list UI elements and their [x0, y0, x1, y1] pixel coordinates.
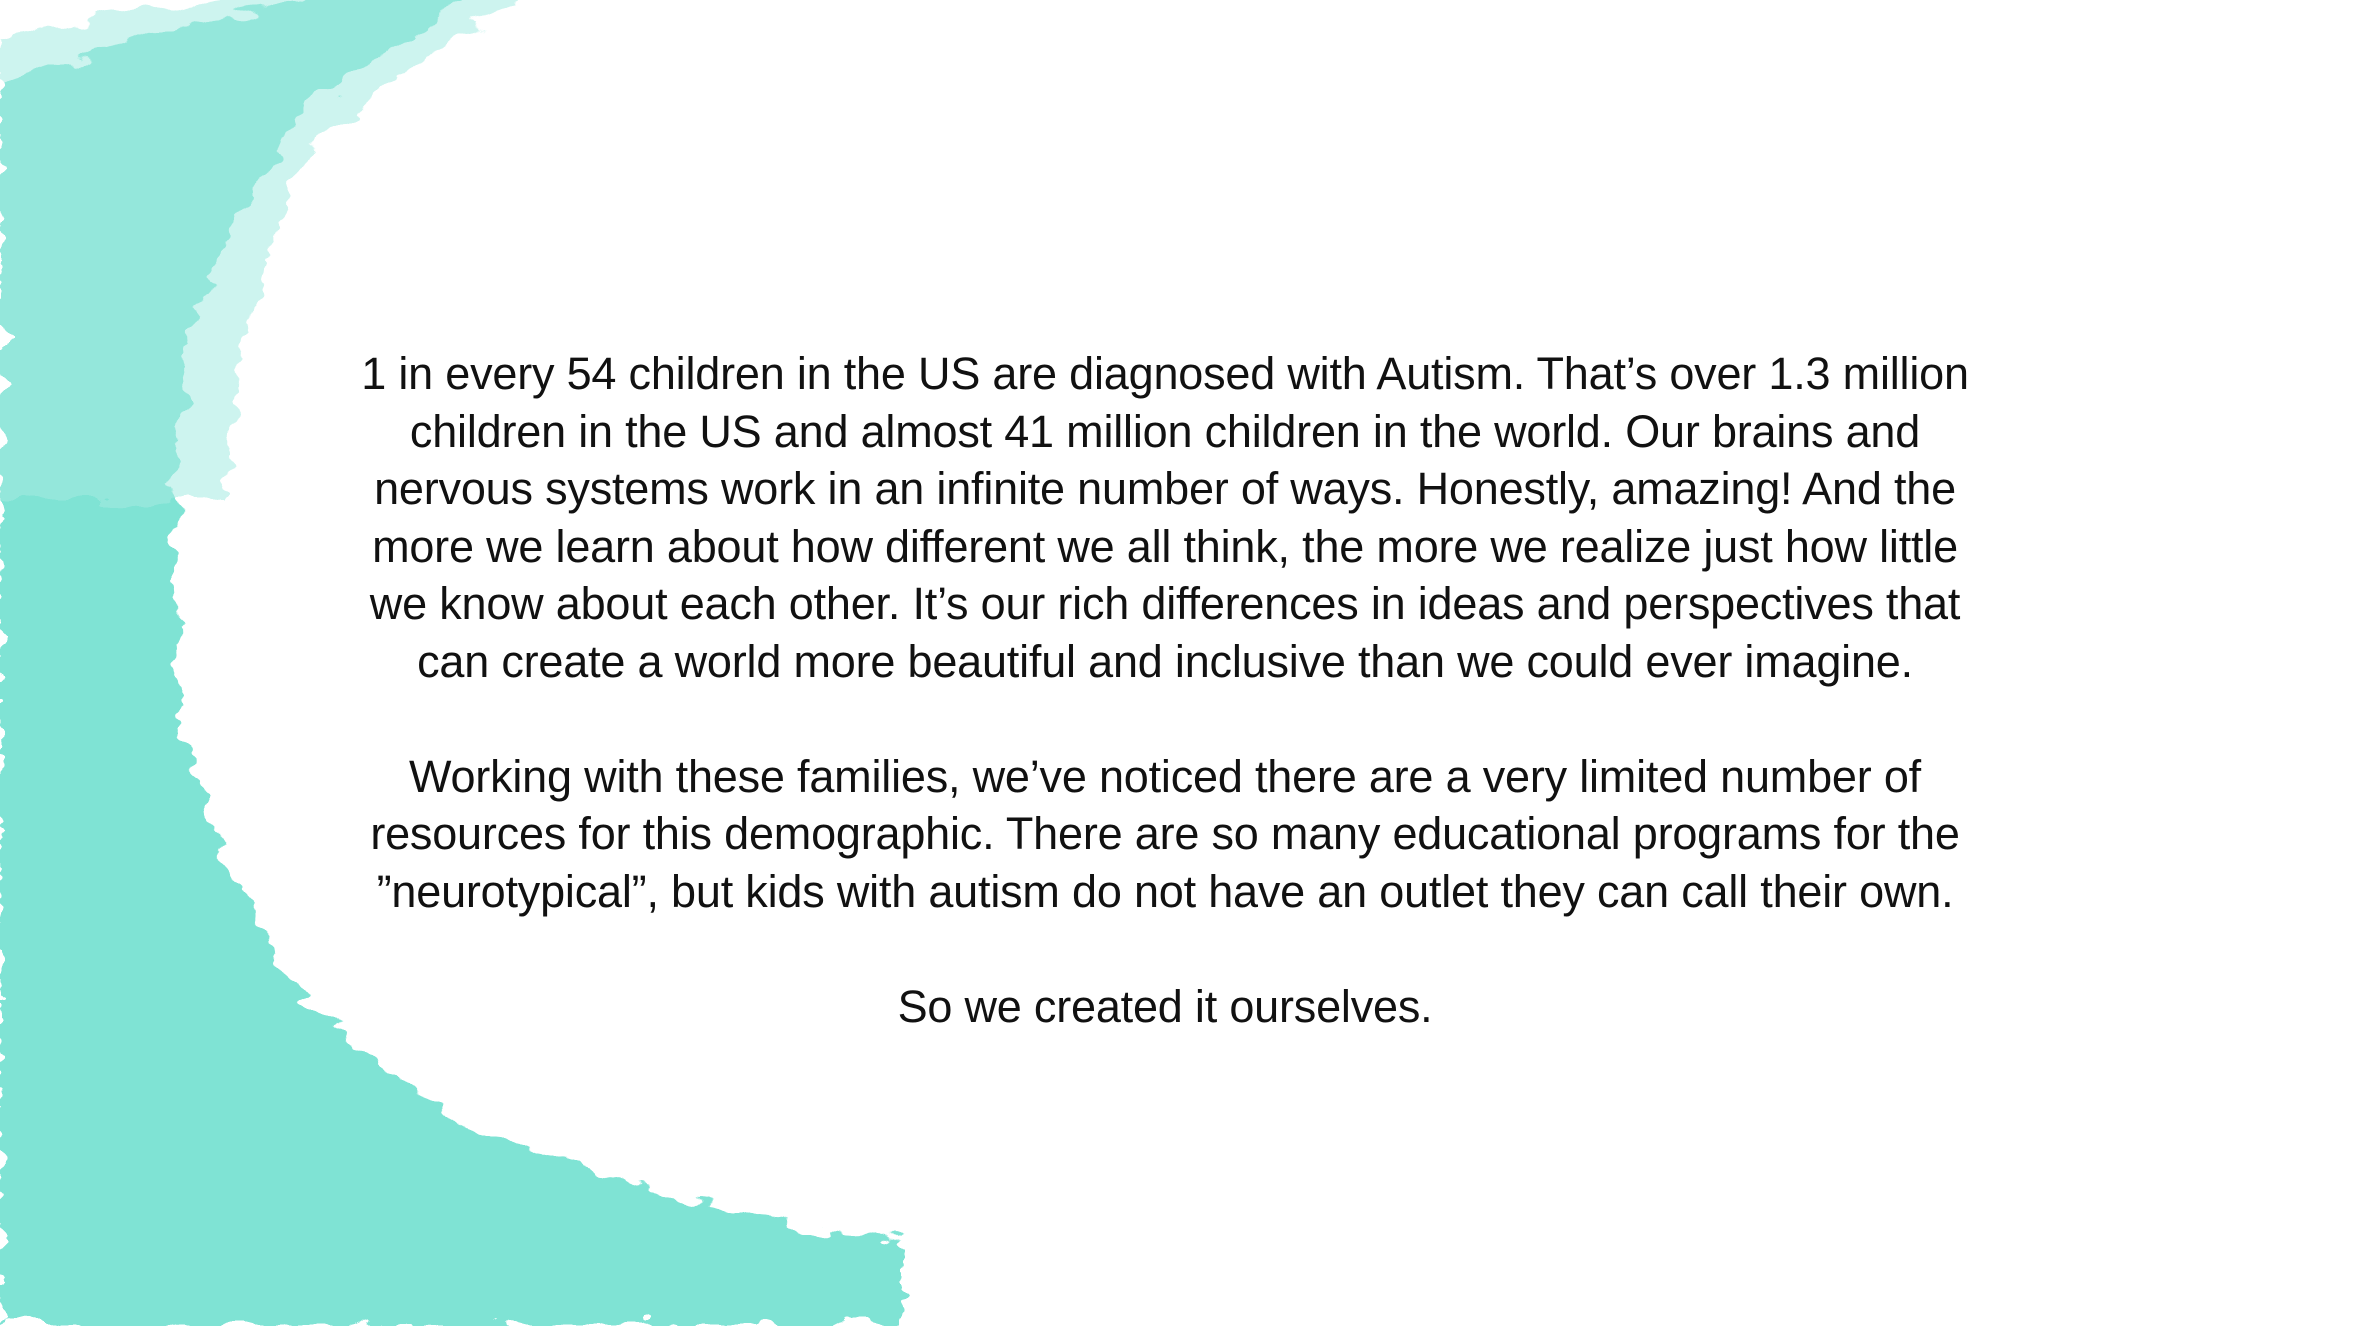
body-text [200, 345, 2130, 1035]
text-line: can create a world more beautiful and inclusive than we could ever imagine. [417, 635, 1913, 687]
text-line: children in the US and almost 41 million children in the world. Our brains and [409, 405, 1921, 457]
text-line: ”neurotypical”, but kids with autism do not have an outlet they can call their own. [376, 865, 1954, 917]
paragraph-limited-resources [200, 748, 2130, 921]
paragraph-spacer [200, 690, 2130, 748]
paragraph-closing [200, 978, 2130, 1036]
text-line: we know about each other. It’s our rich differences in ideas and perspectives that [369, 578, 1961, 629]
text-line: resources for this demographic. There are so many educational programs for the [370, 808, 1960, 859]
text-line: more we learn about how different we all think, the more we realize just how little [372, 520, 1958, 572]
paragraph-spacer [200, 920, 2130, 978]
text-line: nervous systems work in an infinite number of ways. Honestly, amazing! And the [374, 463, 1956, 514]
text-line: 1 in every 54 children in the US are diagnosed with Autism. That’s over 1.3 million [361, 348, 1969, 399]
text-line: Working with these families, we’ve noticed there are a very limited number of [409, 750, 1921, 802]
text-line: So we created it ourselves. [897, 980, 1433, 1032]
paragraph-autism-statistics [200, 345, 2130, 690]
